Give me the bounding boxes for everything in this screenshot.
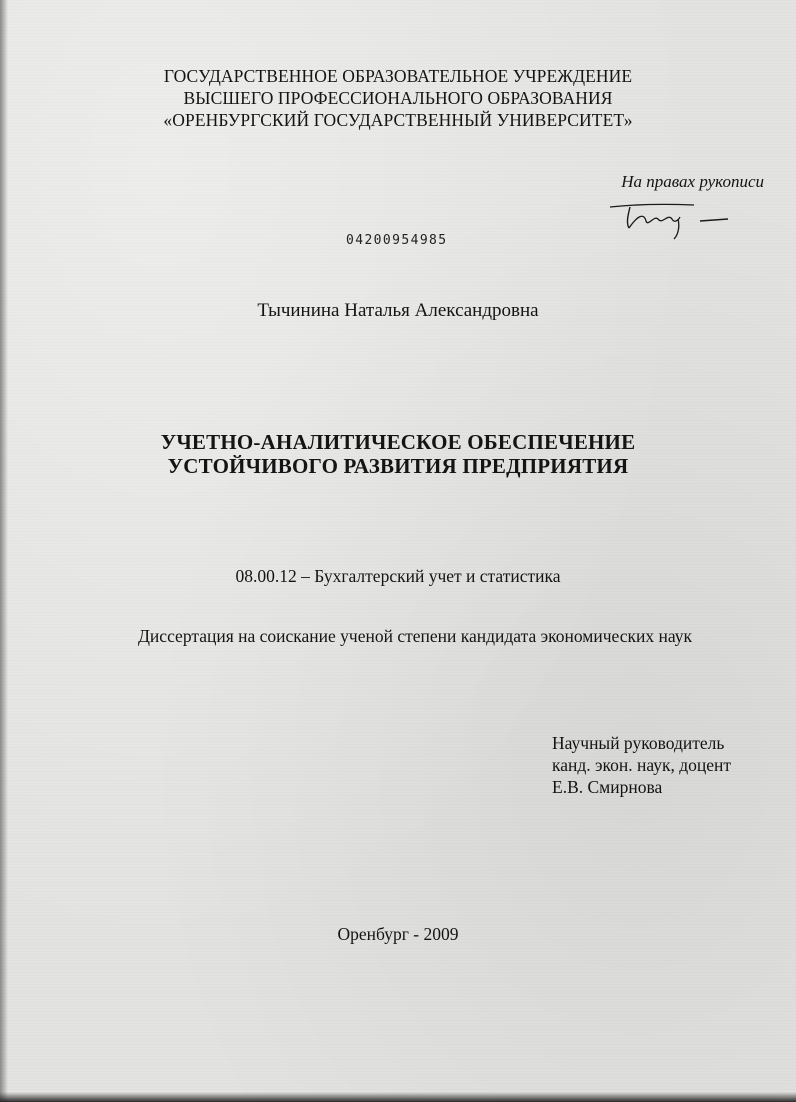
institution-line-1: ГОСУДАРСТВЕННОЕ ОБРАЗОВАТЕЛЬНОЕ УЧРЕЖДЕНИЕ bbox=[163, 66, 633, 86]
manuscript-note: На правах рукописи bbox=[621, 172, 764, 191]
specialty-code: 08.00.12 – Бухгалтерский учет и статистика bbox=[235, 566, 561, 586]
advisor-role: Научный руководитель bbox=[552, 733, 725, 753]
institution-line-2: ВЫСШЕГО ПРОФЕССИОНАЛЬНОГО ОБРАЗОВАНИЯ bbox=[183, 88, 613, 108]
institution-line-3: «ОРЕНБУРГСКИЙ ГОСУДАРСТВЕННЫЙ УНИВЕРСИТЕТ» bbox=[163, 110, 633, 130]
author-name: Тычинина Наталья Александровна bbox=[257, 300, 539, 321]
handwritten-signature bbox=[608, 195, 734, 241]
thesis-title-line-2: УСТОЙЧИВОГО РАЗВИТИЯ ПРЕДПРИЯТИЯ bbox=[167, 454, 629, 478]
advisor-name: Е.В. Смирнова bbox=[552, 777, 663, 797]
scan-edge-bottom bbox=[0, 1092, 796, 1102]
thesis-title-line-1: УЧЕТНО-АНАЛИТИЧЕСКОЕ ОБЕСПЕЧЕНИЕ bbox=[160, 430, 636, 454]
place-and-year: Оренбург - 2009 bbox=[337, 924, 459, 944]
document-code: 04200954985 bbox=[346, 233, 448, 248]
degree-statement: Диссертация на соискание ученой степени кандидата экономических наук bbox=[138, 626, 692, 646]
advisor-credentials: канд. экон. наук, доцент bbox=[552, 755, 732, 775]
